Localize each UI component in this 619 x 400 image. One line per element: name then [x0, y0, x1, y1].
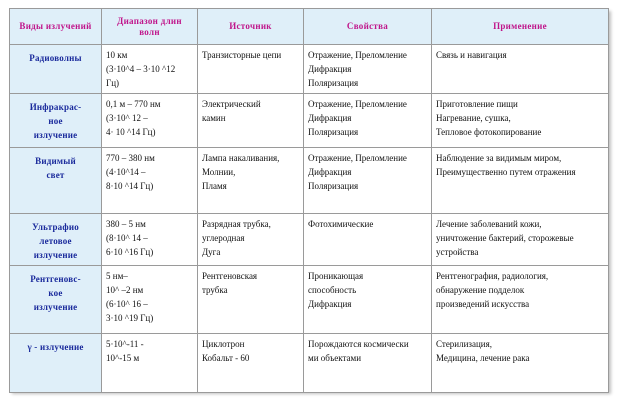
cell-source-line: Рентгеновская — [202, 271, 258, 281]
cell-wavelength-range-line: 4· 10 ^14 Гц) — [106, 127, 156, 137]
cell-application — [432, 45, 609, 94]
cell-wavelength-range — [102, 148, 198, 214]
cell-application-line: Наблюдение за видимым миром, — [436, 153, 562, 163]
cell-properties-line: Порождаются космически — [308, 339, 409, 349]
cell-application-line: Связь и навигация — [436, 50, 507, 60]
cell-wavelength-range-line: 10 км — [106, 50, 128, 60]
cell-wavelength-range — [102, 45, 198, 94]
cell-source-line: Дуга — [202, 247, 221, 257]
table-header-row — [10, 9, 609, 45]
cell-wavelength-range-line: 10^ –2 нм — [106, 285, 144, 295]
cell-wavelength-range-line: 380 – 5 нм — [106, 219, 146, 229]
cell-source-line: Кобальт - 60 — [202, 353, 250, 363]
cell-properties-line: способность — [308, 285, 357, 295]
cell-radiation-type-line: ное — [48, 116, 63, 126]
cell-application-line: произведений искусства — [436, 299, 530, 309]
cell-radiation-type-line: γ - излучение — [27, 342, 84, 352]
cell-application-line: обнаружение подделок — [436, 285, 525, 295]
table-row — [10, 266, 609, 334]
cell-wavelength-range-line: (3·10^4 – 3·10 ^12 — [106, 64, 176, 74]
cell-properties-line: Дифракция — [308, 64, 352, 74]
cell-properties-line: Отражение, Преломление — [308, 153, 407, 163]
cell-application-line: Преимущественно путем отражения — [436, 167, 576, 177]
cell-radiation-type-line: летовое — [39, 236, 72, 246]
cell-application-line: уничтожение бактерий, сторожевые — [436, 233, 574, 243]
cell-source-line: углеродная — [202, 233, 245, 243]
header-application: Применение — [432, 9, 609, 45]
cell-application — [432, 266, 609, 334]
cell-properties — [304, 148, 432, 214]
cell-application — [432, 214, 609, 266]
cell-properties-line: Фотохимические — [308, 219, 374, 229]
cell-wavelength-range-line: (3·10^ 12 – — [106, 113, 148, 123]
cell-application-line: Лечение заболеваний кожи, — [436, 219, 542, 229]
cell-properties — [304, 334, 432, 393]
cell-application-line: устройства — [436, 247, 479, 257]
cell-properties-line: Дифракция — [308, 299, 352, 309]
cell-application-line: Приготовление пищи — [436, 99, 518, 109]
cell-properties-line: ми объектами — [308, 353, 362, 363]
cell-radiation-type — [10, 148, 102, 214]
cell-radiation-type-line: излучение — [33, 130, 78, 140]
cell-radiation-type-line: Инфракрас- — [29, 102, 82, 112]
header-source: Источник — [198, 9, 304, 45]
cell-properties-line: Отражение, Преломление — [308, 50, 407, 60]
table-row — [10, 214, 609, 266]
cell-radiation-type-line: свет — [46, 170, 65, 180]
cell-source-line: Лампа накаливания, — [202, 153, 280, 163]
cell-wavelength-range-line: (4·10^14 – — [106, 167, 146, 177]
header-radiation-type: Виды излучений — [10, 9, 102, 45]
cell-radiation-type-line: кое — [48, 288, 63, 298]
cell-source-line: трубка — [202, 285, 228, 295]
cell-source-line: Разрядная трубка, — [202, 219, 271, 229]
cell-wavelength-range-line: 3·10 ^19 Гц) — [106, 313, 154, 323]
cell-properties-line: Поляризация — [308, 181, 359, 191]
cell-application-line: Стерилизация, — [436, 339, 493, 349]
cell-radiation-type — [10, 266, 102, 334]
cell-properties-line: Отражение, Преломление — [308, 99, 407, 109]
cell-radiation-type — [10, 334, 102, 393]
cell-radiation-type — [10, 94, 102, 148]
cell-properties — [304, 214, 432, 266]
cell-wavelength-range-line: 5 нм– — [106, 271, 128, 281]
header-properties: Свойства — [304, 9, 432, 45]
cell-wavelength-range-line: 770 – 380 нм — [106, 153, 155, 163]
cell-wavelength-range-line: 8·10 ^14 Гц) — [106, 181, 154, 191]
cell-properties-line: Поляризация — [308, 78, 359, 88]
cell-wavelength-range — [102, 214, 198, 266]
cell-source — [198, 45, 304, 94]
cell-properties-line: Дифракция — [308, 113, 352, 123]
cell-source — [198, 94, 304, 148]
cell-wavelength-range-line: 6·10 ^16 Гц) — [106, 247, 154, 257]
cell-wavelength-range-line: 5·10^-11 - — [106, 339, 144, 349]
cell-source-line: Электрический — [202, 99, 261, 109]
cell-radiation-type-line: излучение — [33, 250, 78, 260]
spectrum-table-container — [9, 8, 608, 391]
cell-radiation-type-line: Рентгеновс- — [30, 274, 81, 284]
cell-wavelength-range — [102, 334, 198, 393]
cell-source-line: Пламя — [202, 181, 227, 191]
cell-source — [198, 148, 304, 214]
electromagnetic-spectrum-table — [9, 8, 609, 393]
cell-properties-line: Проникающая — [308, 271, 364, 281]
cell-properties — [304, 94, 432, 148]
cell-wavelength-range-line: (6·10^ 16 – — [106, 299, 148, 309]
cell-properties — [304, 266, 432, 334]
cell-radiation-type — [10, 45, 102, 94]
cell-source — [198, 334, 304, 393]
cell-application-line: Медицина, лечение рака — [436, 353, 530, 363]
cell-application-line: Тепловое фотокопирование — [436, 127, 542, 137]
cell-source — [198, 266, 304, 334]
cell-wavelength-range-line: (8·10^ 14 – — [106, 233, 148, 243]
cell-source — [198, 214, 304, 266]
cell-application — [432, 148, 609, 214]
header-wavelength-range: Диапазон длин волн — [102, 9, 198, 45]
cell-wavelength-range — [102, 94, 198, 148]
cell-application-line: Рентгенография, радиология, — [436, 271, 549, 281]
table-row — [10, 45, 609, 94]
table-row — [10, 334, 609, 393]
cell-wavelength-range-line: Гц) — [106, 78, 120, 88]
cell-wavelength-range-line: 10^-15 м — [106, 353, 140, 363]
cell-source-line: камин — [202, 113, 226, 123]
cell-application — [432, 334, 609, 393]
cell-properties-line: Поляризация — [308, 127, 359, 137]
cell-source-line: Циклотрон — [202, 339, 245, 349]
cell-wavelength-range-line: 0,1 м – 770 нм — [106, 99, 161, 109]
cell-radiation-type-line: Радиоволны — [29, 53, 82, 63]
cell-radiation-type-line: Ультрафио — [32, 222, 79, 232]
cell-radiation-type — [10, 214, 102, 266]
cell-wavelength-range — [102, 266, 198, 334]
table-row — [10, 94, 609, 148]
cell-radiation-type-line: Видимый — [35, 156, 76, 166]
table-row — [10, 148, 609, 214]
cell-application — [432, 94, 609, 148]
cell-source-line: Транзисторные цепи — [202, 50, 282, 60]
cell-application-line: Нагревание, сушка, — [436, 113, 511, 123]
cell-properties-line: Дифракция — [308, 167, 352, 177]
cell-source-line: Молнии, — [202, 167, 236, 177]
cell-properties — [304, 45, 432, 94]
cell-radiation-type-line: излучение — [33, 302, 78, 312]
